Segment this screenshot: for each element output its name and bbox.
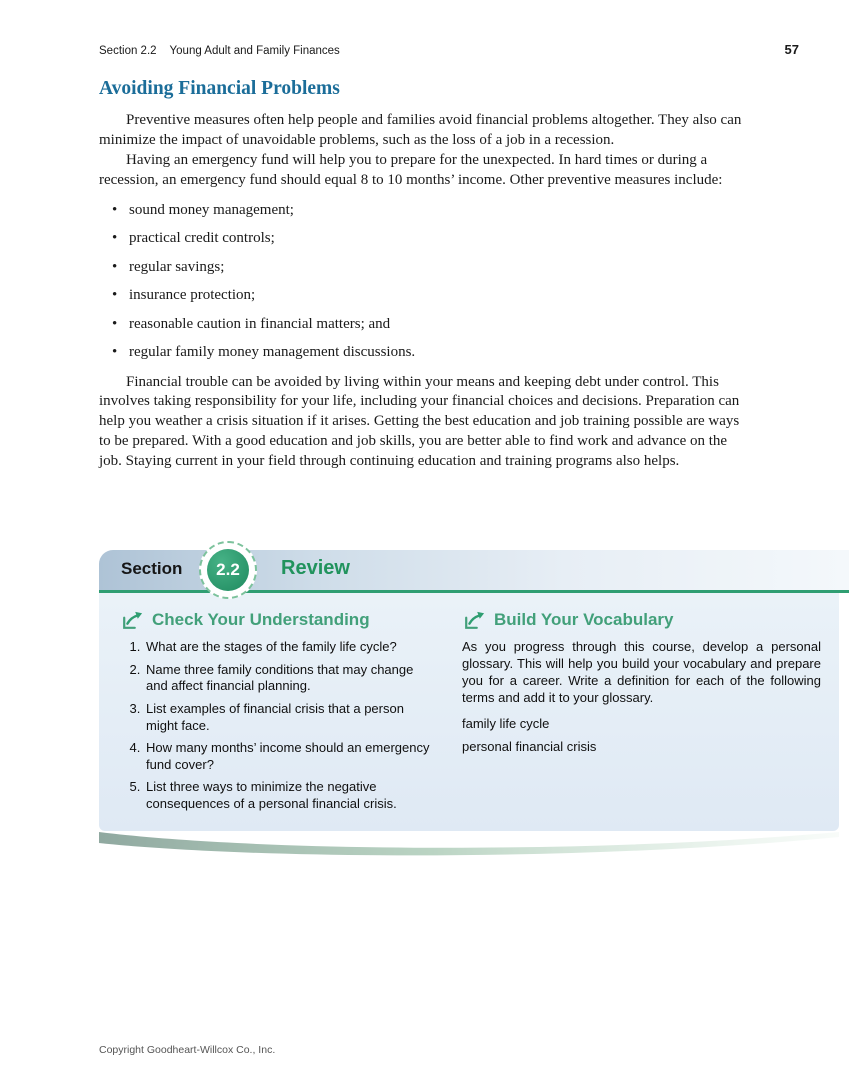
review-question: 1. What are the stages of the family life cycle? [144,639,432,656]
review-title: Review [281,557,350,579]
review-panel-body [99,593,839,831]
section-number: 2.2 [207,549,249,591]
preventive-measures-list [99,201,751,363]
copyright-line: Copyright Goodheart-Willcox Co., Inc. [99,1044,276,1056]
build-vocabulary-header [462,609,821,631]
panel-bottom-swoosh [99,830,839,858]
vocabulary-intro: As you progress through this course, develop a personal glossary. This will help you build your vocabulary and prepare you for a career. Write a definition for each of the following terms and add it to your glossary. [462,639,821,705]
check-understanding-header [120,609,432,631]
paragraph-preventive-measures: Preventive measures often help people and families avoid financial problems altogether. They also can minimize the impact of unavoidable problems, such as the loss of a job in a recession. [99,112,742,149]
section-number-badge [199,541,257,599]
review-section-label: Section [121,559,183,578]
running-header [99,42,799,57]
check-understanding-column [120,609,432,819]
article-heading: Avoiding Financial Problems [99,78,340,99]
build-vocabulary-heading: Build Your Vocabulary [494,610,674,629]
paragraph-financial-trouble: Financial trouble can be avoided by living within your means and keeping debt under control. This involves taking responsibility for your life, including your financial choices and decisions. Preparation can help you weather a crisis situation if it arises. Getting the best education and job training possible are ways to be prepared. With a good education and job skills, you are better able to find work and advance on the job. Staying current in your field through continuing education and training programs also helps. [99,373,740,469]
review-panel-header [99,550,849,593]
page-number: 57 [784,42,799,57]
paragraph-emergency-fund: Having an emergency fund will help you to prepare for the unexpected. In hard times or during a recession, an emergency fund should equal 8 to 10 months’ income. Other preventive measures include: [99,152,723,188]
vocabulary-term: personal financial crisis [462,738,597,754]
section-review-panel [99,550,849,858]
review-question: 3. List examples of financial crisis that a person might face. [144,701,432,734]
review-question: 2. Name three family conditions that may change and affect financial planning. [144,662,432,695]
writing-arrow-icon [120,609,144,631]
vocabulary-term: family life cycle [462,715,550,731]
writing-arrow-icon [462,609,486,631]
list-item: • insurance protection; [129,286,751,306]
list-item: • practical credit controls; [129,229,751,249]
review-question: 4. How many months’ income should an emergency fund cover? [144,740,432,773]
review-questions-list [120,639,432,813]
check-understanding-heading: Check Your Understanding [152,610,370,629]
list-item: • sound money management; [129,201,751,221]
build-vocabulary-column [462,609,825,819]
running-header-title: Young Adult and Family Finances [169,45,340,57]
article-body [99,78,751,472]
review-question: 5. List three ways to minimize the negative consequences of a personal financial crisis. [144,779,432,812]
list-item: • reasonable caution in financial matters; and [129,315,751,335]
list-item: • regular family money management discussions. [129,343,751,363]
running-header-section: Section 2.2 [99,45,157,57]
list-item: • regular savings; [129,258,751,278]
